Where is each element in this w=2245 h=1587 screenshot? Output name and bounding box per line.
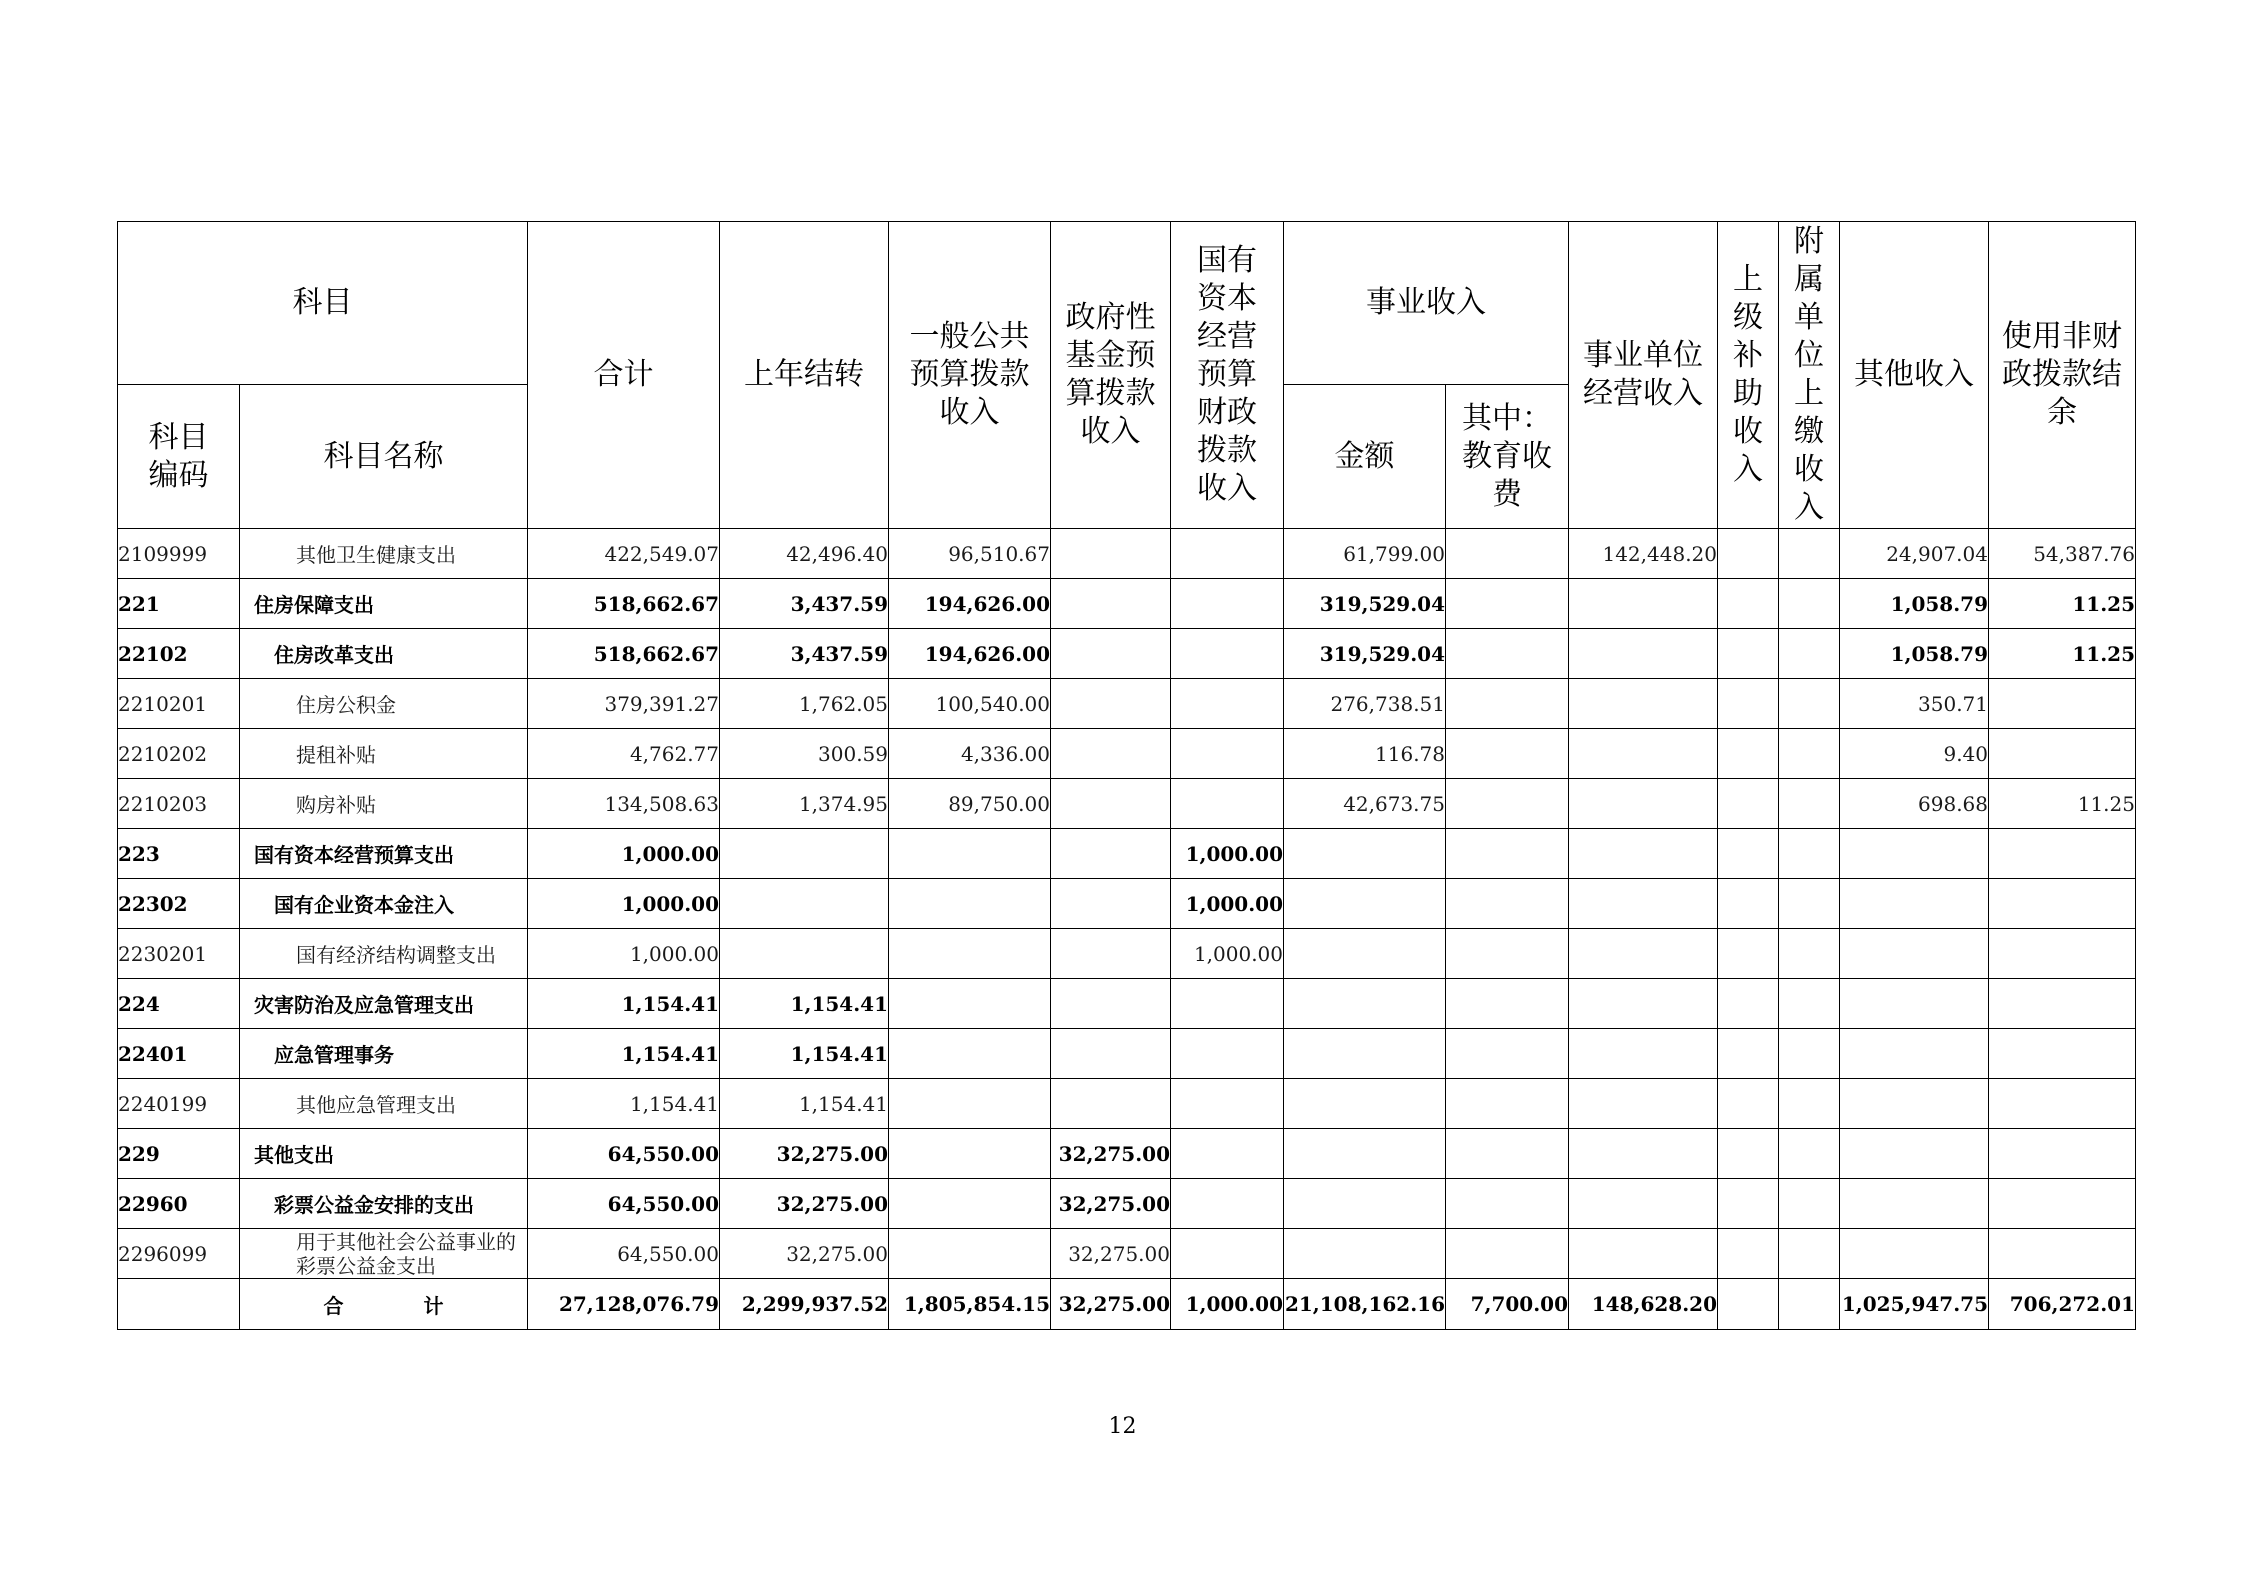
header-total: 合计: [528, 222, 720, 529]
table-body: [118, 529, 2136, 1279]
row-general: 100,540.00: [889, 679, 1051, 729]
row-total: 134,508.63: [528, 779, 720, 829]
row-statecap: [1171, 629, 1284, 679]
row-amount: [1284, 1129, 1446, 1179]
row-code: 22102: [118, 629, 240, 679]
row-statecap: [1171, 1129, 1284, 1179]
row-amount: [1284, 1029, 1446, 1079]
row-govfund: 32,275.00: [1051, 1129, 1171, 1179]
row-affiliated: [1779, 879, 1840, 929]
row-govfund: [1051, 829, 1171, 879]
row-code: 229: [118, 1129, 240, 1179]
row-unitop: [1569, 779, 1718, 829]
header-education-fee: 其中：教育收费: [1446, 385, 1569, 529]
row-prev: [720, 929, 889, 979]
row-govfund: [1051, 779, 1171, 829]
header-general-public-budget: 一般公共预算拨款收入: [889, 222, 1051, 529]
row-amount: [1284, 879, 1446, 929]
row-nonfiscal: [1989, 979, 2136, 1029]
row-govfund: [1051, 629, 1171, 679]
row-name: 应急管理事务: [240, 1029, 528, 1079]
row-superior: [1718, 529, 1779, 579]
row-unitop: [1569, 679, 1718, 729]
row-edu: [1446, 1079, 1569, 1129]
row-superior: [1718, 929, 1779, 979]
row-unitop: [1569, 579, 1718, 629]
row-edu: [1446, 679, 1569, 729]
row-nonfiscal: [1989, 1129, 2136, 1179]
row-amount: 61,799.00: [1284, 529, 1446, 579]
row-code: 2296099: [118, 1229, 240, 1279]
row-amount: 116.78: [1284, 729, 1446, 779]
row-unitop: [1569, 879, 1718, 929]
row-total: 4,762.77: [528, 729, 720, 779]
row-code: 2109999: [118, 529, 240, 579]
row-name: 购房补贴: [240, 779, 528, 829]
row-statecap: [1171, 679, 1284, 729]
row-affiliated: [1779, 579, 1840, 629]
row-edu: [1446, 1029, 1569, 1079]
row-superior: [1718, 1179, 1779, 1229]
row-other: [1840, 879, 1989, 929]
row-amount: 42,673.75: [1284, 779, 1446, 829]
row-prev: [720, 829, 889, 879]
row-statecap: [1171, 1179, 1284, 1229]
row-superior: [1718, 729, 1779, 779]
row-govfund: [1051, 679, 1171, 729]
row-general: [889, 979, 1051, 1029]
row-affiliated: [1779, 629, 1840, 679]
row-nonfiscal: [1989, 1179, 2136, 1229]
row-amount: 319,529.04: [1284, 579, 1446, 629]
total-statecap: 1,000.00: [1171, 1279, 1284, 1330]
table-row: [118, 879, 2136, 929]
row-general: 89,750.00: [889, 779, 1051, 829]
header-nonfiscal-balance: 使用非财政拨款结余: [1989, 222, 2136, 529]
row-total: 64,550.00: [528, 1229, 720, 1279]
total-unitop: 148,628.20: [1569, 1279, 1718, 1330]
row-unitop: [1569, 1129, 1718, 1179]
row-name: 其他卫生健康支出: [240, 529, 528, 579]
row-affiliated: [1779, 829, 1840, 879]
row-unitop: 142,448.20: [1569, 529, 1718, 579]
table-row: [118, 529, 2136, 579]
row-govfund: [1051, 1079, 1171, 1129]
row-edu: [1446, 729, 1569, 779]
row-edu: [1446, 1129, 1569, 1179]
row-general: [889, 829, 1051, 879]
row-superior: [1718, 679, 1779, 729]
row-other: 1,058.79: [1840, 629, 1989, 679]
header-affiliated-remit: 附属单位上缴收入: [1779, 222, 1840, 529]
total-total: 27,128,076.79: [528, 1279, 720, 1330]
row-edu: [1446, 779, 1569, 829]
budget-table: [117, 221, 2136, 1330]
row-unitop: [1569, 729, 1718, 779]
row-nonfiscal: 11.25: [1989, 579, 2136, 629]
table-row: [118, 1129, 2136, 1179]
row-amount: [1284, 1229, 1446, 1279]
row-general: 4,336.00: [889, 729, 1051, 779]
row-prev: 32,275.00: [720, 1229, 889, 1279]
row-nonfiscal: [1989, 879, 2136, 929]
row-nonfiscal: [1989, 1079, 2136, 1129]
row-other: [1840, 1229, 1989, 1279]
row-general: [889, 1179, 1051, 1229]
row-govfund: [1051, 529, 1171, 579]
total-edu: 7,700.00: [1446, 1279, 1569, 1330]
total-code-cell: [118, 1279, 240, 1330]
table-row: [118, 979, 2136, 1029]
row-affiliated: [1779, 1229, 1840, 1279]
table-row: [118, 1179, 2136, 1229]
row-name: 其他应急管理支出: [240, 1079, 528, 1129]
row-prev: 1,374.95: [720, 779, 889, 829]
row-prev: 3,437.59: [720, 629, 889, 679]
row-prev: 1,154.41: [720, 1079, 889, 1129]
row-name: 提租补贴: [240, 729, 528, 779]
row-amount: [1284, 1079, 1446, 1129]
row-amount: [1284, 979, 1446, 1029]
row-name: 住房公积金: [240, 679, 528, 729]
row-other: 1,058.79: [1840, 579, 1989, 629]
row-superior: [1718, 1229, 1779, 1279]
row-total: 1,154.41: [528, 1079, 720, 1129]
table-row: [118, 679, 2136, 729]
table-row: [118, 629, 2136, 679]
row-superior: [1718, 1129, 1779, 1179]
row-code: 2210201: [118, 679, 240, 729]
row-name: 住房保障支出: [240, 579, 528, 629]
total-affiliated: [1779, 1279, 1840, 1330]
row-statecap: [1171, 979, 1284, 1029]
row-affiliated: [1779, 779, 1840, 829]
row-superior: [1718, 979, 1779, 1029]
header-subject: 科目: [118, 222, 528, 385]
total-govfund: 32,275.00: [1051, 1279, 1171, 1330]
row-nonfiscal: [1989, 829, 2136, 879]
table-row: [118, 579, 2136, 629]
row-edu: [1446, 1179, 1569, 1229]
row-unitop: [1569, 829, 1718, 879]
row-general: [889, 879, 1051, 929]
row-total: 64,550.00: [528, 1129, 720, 1179]
row-amount: [1284, 929, 1446, 979]
total-prev: 2,299,937.52: [720, 1279, 889, 1330]
row-prev: 32,275.00: [720, 1129, 889, 1179]
row-statecap: 1,000.00: [1171, 879, 1284, 929]
header-other-income: 其他收入: [1840, 222, 1989, 529]
row-edu: [1446, 879, 1569, 929]
row-statecap: 1,000.00: [1171, 929, 1284, 979]
row-unitop: [1569, 1079, 1718, 1129]
row-statecap: [1171, 529, 1284, 579]
row-affiliated: [1779, 1129, 1840, 1179]
row-total: 422,549.07: [528, 529, 720, 579]
row-total: 1,000.00: [528, 879, 720, 929]
table-row: [118, 929, 2136, 979]
row-govfund: [1051, 729, 1171, 779]
row-amount: 276,738.51: [1284, 679, 1446, 729]
total-amount: 21,108,162.16: [1284, 1279, 1446, 1330]
row-govfund: 32,275.00: [1051, 1179, 1171, 1229]
row-code: 2230201: [118, 929, 240, 979]
row-prev: [720, 879, 889, 929]
row-affiliated: [1779, 529, 1840, 579]
row-other: [1840, 929, 1989, 979]
row-superior: [1718, 779, 1779, 829]
row-general: 96,510.67: [889, 529, 1051, 579]
row-statecap: [1171, 579, 1284, 629]
row-other: [1840, 1179, 1989, 1229]
row-affiliated: [1779, 1179, 1840, 1229]
header-amount: 金额: [1284, 385, 1446, 529]
row-prev: 42,496.40: [720, 529, 889, 579]
row-unitop: [1569, 1029, 1718, 1079]
row-superior: [1718, 629, 1779, 679]
row-general: [889, 1129, 1051, 1179]
row-unitop: [1569, 1179, 1718, 1229]
row-nonfiscal: [1989, 1029, 2136, 1079]
row-unitop: [1569, 929, 1718, 979]
row-prev: 32,275.00: [720, 1179, 889, 1229]
row-statecap: [1171, 1079, 1284, 1129]
row-affiliated: [1779, 679, 1840, 729]
row-prev: 1,762.05: [720, 679, 889, 729]
total-label: 合 计: [240, 1279, 528, 1330]
row-name: 国有企业资本金注入: [240, 879, 528, 929]
row-edu: [1446, 629, 1569, 679]
row-total: 1,154.41: [528, 1029, 720, 1079]
row-name: 其他支出: [240, 1129, 528, 1179]
row-general: [889, 1029, 1051, 1079]
row-prev: 3,437.59: [720, 579, 889, 629]
row-superior: [1718, 829, 1779, 879]
row-nonfiscal: [1989, 1229, 2136, 1279]
row-code: 2210202: [118, 729, 240, 779]
row-nonfiscal: 11.25: [1989, 629, 2136, 679]
row-name: 灾害防治及应急管理支出: [240, 979, 528, 1029]
row-code: 22302: [118, 879, 240, 929]
row-total: 379,391.27: [528, 679, 720, 729]
row-affiliated: [1779, 729, 1840, 779]
header-unit-operating-income: 事业单位经营收入: [1569, 222, 1718, 529]
row-amount: [1284, 829, 1446, 879]
row-other: [1840, 979, 1989, 1029]
row-other: [1840, 1029, 1989, 1079]
row-edu: [1446, 829, 1569, 879]
row-general: [889, 1079, 1051, 1129]
row-other: [1840, 1129, 1989, 1179]
row-name: 用于其他社会公益事业的彩票公益金支出: [240, 1229, 528, 1279]
header-subject-name: 科目名称: [240, 385, 528, 529]
row-govfund: [1051, 579, 1171, 629]
row-superior: [1718, 879, 1779, 929]
header-business-income: 事业收入: [1284, 222, 1569, 385]
row-total: 518,662.67: [528, 629, 720, 679]
row-edu: [1446, 529, 1569, 579]
row-statecap: [1171, 1229, 1284, 1279]
row-edu: [1446, 979, 1569, 1029]
page-number: 12: [1108, 1414, 1137, 1439]
row-code: 22401: [118, 1029, 240, 1079]
row-name: 彩票公益金安排的支出: [240, 1179, 528, 1229]
table-row: [118, 829, 2136, 879]
row-other: 9.40: [1840, 729, 1989, 779]
header-state-capital-budget: 国有资本经营预算财政拨款收入: [1171, 222, 1284, 529]
row-total: 1,000.00: [528, 929, 720, 979]
row-amount: 319,529.04: [1284, 629, 1446, 679]
row-general: [889, 929, 1051, 979]
row-other: [1840, 1079, 1989, 1129]
row-nonfiscal: [1989, 929, 2136, 979]
row-govfund: [1051, 1029, 1171, 1079]
row-statecap: 1,000.00: [1171, 829, 1284, 879]
table-row: [118, 1079, 2136, 1129]
row-affiliated: [1779, 1029, 1840, 1079]
row-edu: [1446, 1229, 1569, 1279]
row-total: 518,662.67: [528, 579, 720, 629]
table-row: [118, 779, 2136, 829]
row-statecap: [1171, 779, 1284, 829]
row-govfund: [1051, 979, 1171, 1029]
row-edu: [1446, 579, 1569, 629]
row-other: 24,907.04: [1840, 529, 1989, 579]
row-name: 国有资本经营预算支出: [240, 829, 528, 879]
total-superior: [1718, 1279, 1779, 1330]
header-subject-code: 科目编码: [118, 385, 240, 529]
row-prev: 1,154.41: [720, 1029, 889, 1079]
row-total: 64,550.00: [528, 1179, 720, 1229]
row-name: 国有经济结构调整支出: [240, 929, 528, 979]
row-unitop: [1569, 979, 1718, 1029]
row-affiliated: [1779, 979, 1840, 1029]
header-prev-carryover: 上年结转: [720, 222, 889, 529]
row-total: 1,154.41: [528, 979, 720, 1029]
row-prev: 1,154.41: [720, 979, 889, 1029]
row-nonfiscal: 11.25: [1989, 779, 2136, 829]
row-nonfiscal: [1989, 729, 2136, 779]
row-code: 223: [118, 829, 240, 879]
row-amount: [1284, 1179, 1446, 1229]
row-unitop: [1569, 1229, 1718, 1279]
row-nonfiscal: [1989, 679, 2136, 729]
total-general: 1,805,854.15: [889, 1279, 1051, 1330]
row-govfund: [1051, 879, 1171, 929]
row-statecap: [1171, 729, 1284, 779]
row-superior: [1718, 579, 1779, 629]
row-govfund: 32,275.00: [1051, 1229, 1171, 1279]
row-prev: 300.59: [720, 729, 889, 779]
row-general: [889, 1229, 1051, 1279]
row-other: 350.71: [1840, 679, 1989, 729]
row-general: 194,626.00: [889, 579, 1051, 629]
row-affiliated: [1779, 1079, 1840, 1129]
table-row: [118, 1229, 2136, 1279]
row-name: 住房改革支出: [240, 629, 528, 679]
row-code: 2240199: [118, 1079, 240, 1129]
row-statecap: [1171, 1029, 1284, 1079]
row-other: [1840, 829, 1989, 879]
row-edu: [1446, 929, 1569, 979]
row-unitop: [1569, 629, 1718, 679]
table-row: [118, 729, 2136, 779]
row-general: 194,626.00: [889, 629, 1051, 679]
row-superior: [1718, 1029, 1779, 1079]
row-code: 22960: [118, 1179, 240, 1229]
row-govfund: [1051, 929, 1171, 979]
row-code: 2210203: [118, 779, 240, 829]
row-nonfiscal: 54,387.76: [1989, 529, 2136, 579]
header-gov-fund-budget: 政府性基金预算拨款收入: [1051, 222, 1171, 529]
header-superior-subsidy: 上级补助收入: [1718, 222, 1779, 529]
row-affiliated: [1779, 929, 1840, 979]
row-other: 698.68: [1840, 779, 1989, 829]
row-superior: [1718, 1079, 1779, 1129]
total-other: 1,025,947.75: [1840, 1279, 1989, 1330]
total-row: [118, 1279, 2136, 1330]
row-code: 221: [118, 579, 240, 629]
row-total: 1,000.00: [528, 829, 720, 879]
table-row: [118, 1029, 2136, 1079]
total-nonfiscal: 706,272.01: [1989, 1279, 2136, 1330]
row-code: 224: [118, 979, 240, 1029]
